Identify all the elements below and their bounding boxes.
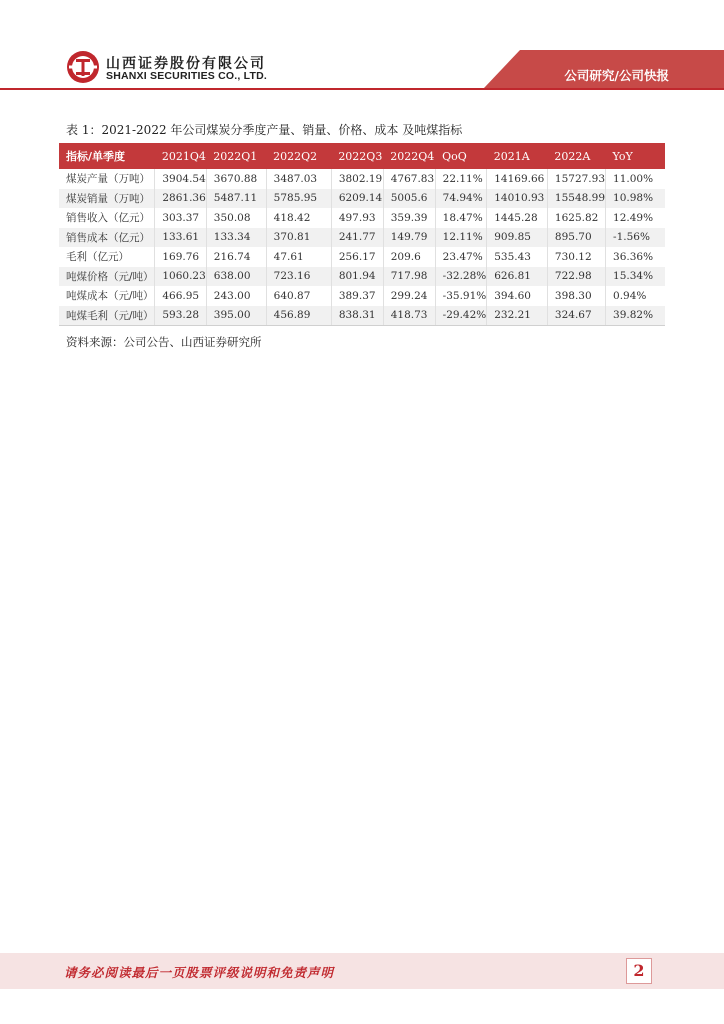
table-cell: 1445.28 xyxy=(487,208,548,228)
table-cell: 232.21 xyxy=(487,306,548,326)
table-cell: 6209.14 xyxy=(331,189,383,209)
shanxi-securities-logo-icon xyxy=(66,50,100,84)
table-cell: 723.16 xyxy=(266,267,331,287)
table-cell: 5785.95 xyxy=(266,189,331,209)
company-name-cn: 山西证券股份有限公司 xyxy=(106,56,266,72)
table-cell: 626.81 xyxy=(487,267,548,287)
table-cell: 370.81 xyxy=(266,228,331,248)
table-cell: 395.00 xyxy=(206,306,266,326)
table-cell: 466.95 xyxy=(155,286,206,306)
table-row xyxy=(59,267,665,287)
table-cell: 3487.03 xyxy=(266,169,331,189)
table-cell: 14010.93 xyxy=(487,189,548,209)
table-cell: 1060.23 xyxy=(155,267,206,287)
table-cell: 4767.83 xyxy=(383,169,435,189)
table-cell: 299.24 xyxy=(383,286,435,306)
row-label: 销售成本（亿元） xyxy=(59,228,155,248)
table-cell: 12.11% xyxy=(435,228,487,248)
table-cell: 418.42 xyxy=(266,208,331,228)
table-cell: 801.94 xyxy=(331,267,383,287)
table-row xyxy=(59,286,665,306)
row-label: 吨煤成本（元/吨） xyxy=(59,286,155,306)
column-header: YoY xyxy=(606,143,665,169)
footer-disclaimer: 请务必阅读最后一页股票评级说明和免责声明 xyxy=(64,965,335,980)
table-row xyxy=(59,189,665,209)
table-cell: 838.31 xyxy=(331,306,383,326)
table-cell: 5487.11 xyxy=(206,189,266,209)
table-cell: 243.00 xyxy=(206,286,266,306)
table-row xyxy=(59,228,665,248)
column-header: 2021A xyxy=(487,143,548,169)
column-header: 2022Q4 xyxy=(383,143,435,169)
table-cell: 722.98 xyxy=(547,267,605,287)
table-cell: 456.89 xyxy=(266,306,331,326)
table-cell: 324.67 xyxy=(547,306,605,326)
table-cell: 3670.88 xyxy=(206,169,266,189)
table-cell: 241.77 xyxy=(331,228,383,248)
table-source: 资料来源：公司公告、山西证券研究所 xyxy=(66,335,262,349)
column-header: 2022Q2 xyxy=(266,143,331,169)
table-cell: 535.43 xyxy=(487,247,548,267)
table-cell: 12.49% xyxy=(606,208,665,228)
table-row xyxy=(59,169,665,189)
column-header: 2022Q1 xyxy=(206,143,266,169)
table-cell: 18.47% xyxy=(435,208,487,228)
table-cell: 23.47% xyxy=(435,247,487,267)
table-cell: 640.87 xyxy=(266,286,331,306)
table-cell: 15727.93 xyxy=(547,169,605,189)
row-label: 毛利（亿元） xyxy=(59,247,155,267)
column-header: 2022Q3 xyxy=(331,143,383,169)
table-cell: 895.70 xyxy=(547,228,605,248)
table-cell: 209.6 xyxy=(383,247,435,267)
table-cell: 169.76 xyxy=(155,247,206,267)
page-header xyxy=(0,0,724,100)
table-cell: 36.36% xyxy=(606,247,665,267)
table-cell: 394.60 xyxy=(487,286,548,306)
row-label: 煤炭产量（万吨） xyxy=(59,169,155,189)
column-header: QoQ xyxy=(435,143,487,169)
table-cell: 303.37 xyxy=(155,208,206,228)
table-cell: 22.11% xyxy=(435,169,487,189)
table-cell: -1.56% xyxy=(606,228,665,248)
table-cell: 216.74 xyxy=(206,247,266,267)
table-header-row xyxy=(59,143,665,169)
table-cell: 638.00 xyxy=(206,267,266,287)
table-cell: 398.30 xyxy=(547,286,605,306)
table-cell: 11.00% xyxy=(606,169,665,189)
table-cell: 2861.36 xyxy=(155,189,206,209)
company-name-en: SHANXI SECURITIES CO., LTD. xyxy=(106,70,267,82)
table-cell: 15548.99 xyxy=(547,189,605,209)
column-header: 指标/单季度 xyxy=(59,143,155,169)
table-cell: 593.28 xyxy=(155,306,206,326)
coal-metrics-table xyxy=(59,143,665,326)
table-cell: 15.34% xyxy=(606,267,665,287)
table-cell: 497.93 xyxy=(331,208,383,228)
table-cell: 730.12 xyxy=(547,247,605,267)
row-label: 煤炭销量（万吨） xyxy=(59,189,155,209)
table-cell: -29.42% xyxy=(435,306,487,326)
table-cell: 418.73 xyxy=(383,306,435,326)
table-cell: 350.08 xyxy=(206,208,266,228)
row-label: 吨煤价格（元/吨） xyxy=(59,267,155,287)
table-cell: 133.61 xyxy=(155,228,206,248)
report-category: 公司研究/公司快报 xyxy=(564,68,669,83)
table-cell: 149.79 xyxy=(383,228,435,248)
table-cell: 717.98 xyxy=(383,267,435,287)
row-label: 销售收入（亿元） xyxy=(59,208,155,228)
column-header: 2021Q4 xyxy=(155,143,206,169)
table-cell: 39.82% xyxy=(606,306,665,326)
table-cell: 0.94% xyxy=(606,286,665,306)
row-label: 吨煤毛利（元/吨） xyxy=(59,306,155,326)
table-cell: 1625.82 xyxy=(547,208,605,228)
table-caption: 表 1：2021-2022 年公司煤炭分季度产量、销量、价格、成本 及吨煤指标 xyxy=(66,123,463,137)
table-row xyxy=(59,247,665,267)
table-cell: 3802.19 xyxy=(331,169,383,189)
table-cell: 133.34 xyxy=(206,228,266,248)
table-cell: 10.98% xyxy=(606,189,665,209)
table-cell: 14169.66 xyxy=(487,169,548,189)
table-cell: 389.37 xyxy=(331,286,383,306)
table-cell: 359.39 xyxy=(383,208,435,228)
page-number: 2 xyxy=(626,958,652,984)
table-cell: 256.17 xyxy=(331,247,383,267)
table-cell: 909.85 xyxy=(487,228,548,248)
table-cell: -32.28% xyxy=(435,267,487,287)
table-cell: 3904.54 xyxy=(155,169,206,189)
table-row xyxy=(59,208,665,228)
table-cell: 47.61 xyxy=(266,247,331,267)
table-cell: 74.94% xyxy=(435,189,487,209)
table-cell: 5005.6 xyxy=(383,189,435,209)
table-cell: -35.91% xyxy=(435,286,487,306)
table-row xyxy=(59,306,665,326)
column-header: 2022A xyxy=(547,143,605,169)
